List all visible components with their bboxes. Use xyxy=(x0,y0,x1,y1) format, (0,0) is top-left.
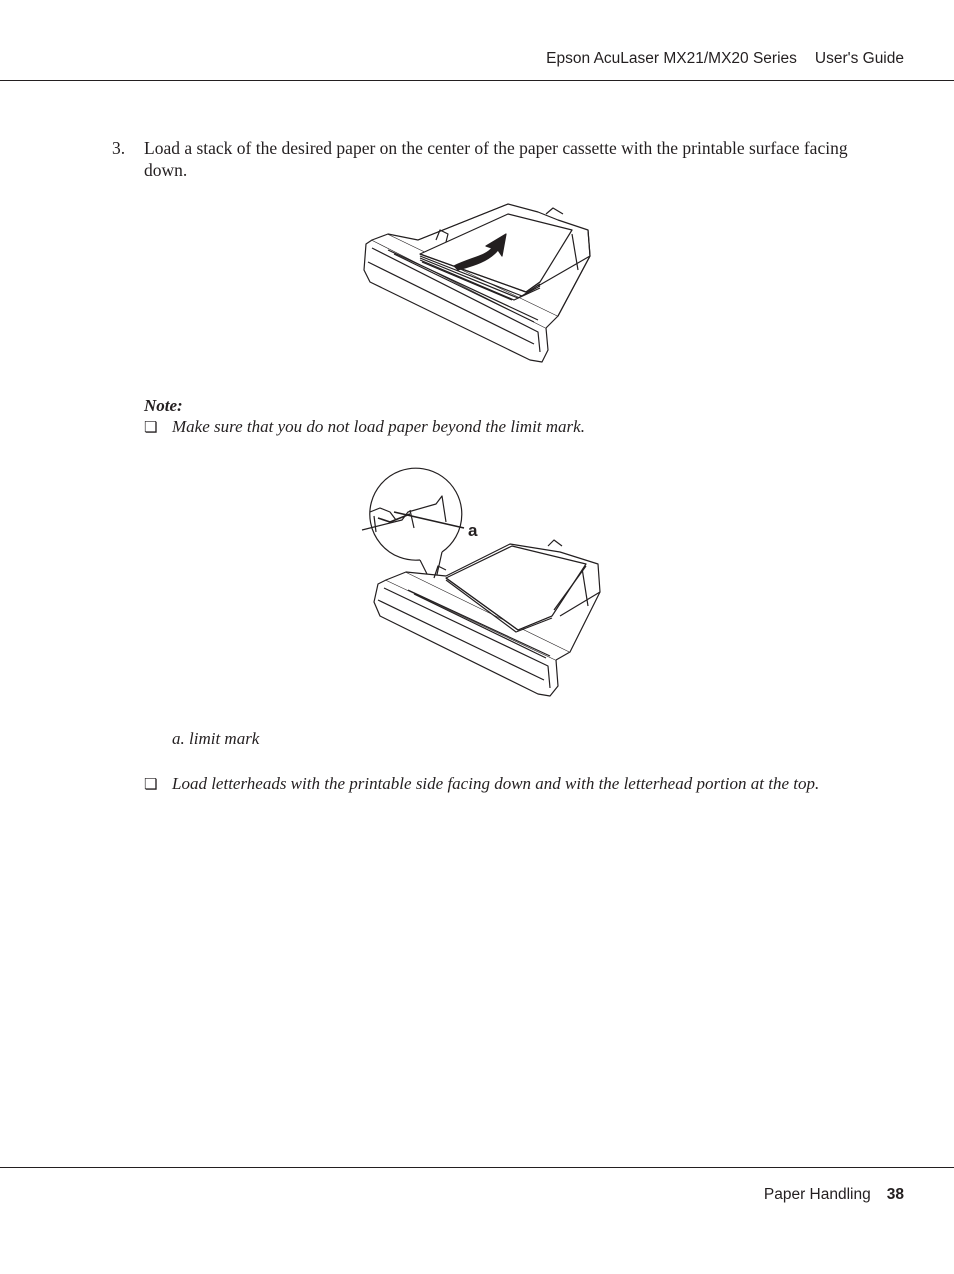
page-number: 38 xyxy=(886,1186,904,1203)
limit-mark-illustration xyxy=(350,460,610,705)
header-guide-title: User's Guide xyxy=(814,50,904,67)
step-text: Load a stack of the desired paper on the center of the paper cassette with the printable surface facing down. xyxy=(144,138,848,180)
callout-letter-a: a xyxy=(468,521,478,540)
paper-cassette-loading-illustration xyxy=(358,200,598,370)
figure-caption: a. limit mark xyxy=(172,729,260,748)
running-footer xyxy=(764,1186,904,1204)
header-product-title: Epson AcuLaser MX21/MX20 Series xyxy=(546,50,797,67)
footer-rule xyxy=(0,1167,954,1168)
checkbox-bullet-icon: ❏ xyxy=(144,775,158,793)
step-3 xyxy=(112,137,882,181)
note-bullet-item xyxy=(144,417,585,437)
running-header xyxy=(546,50,904,68)
checkbox-bullet-icon: ❏ xyxy=(144,418,158,436)
note-item-text: Load letterheads with the printable side facing down and with the letterhead portion at the top. xyxy=(172,774,820,793)
step-number: 3. xyxy=(112,138,126,158)
note-heading: Note: xyxy=(144,396,183,415)
note-bullet-item xyxy=(144,774,819,794)
footer-section-title: Paper Handling xyxy=(763,1186,871,1203)
note-item-text: Make sure that you do not load paper beyond the limit mark. xyxy=(172,417,585,436)
header-rule xyxy=(0,80,954,81)
